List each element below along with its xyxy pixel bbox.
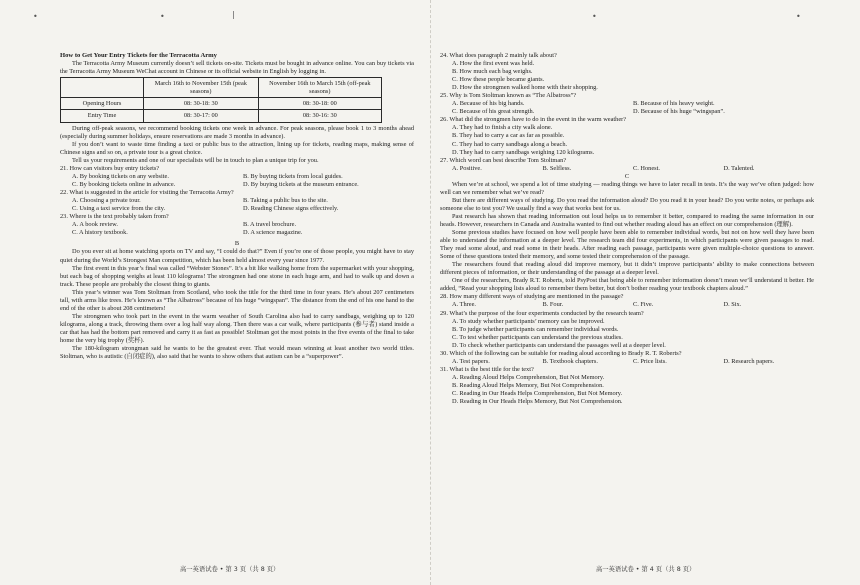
option: D. Research papers.: [723, 357, 775, 365]
option: B. Reading Aloud Helps Memory, But Not Comprehension.: [452, 381, 604, 389]
option: A. Three.: [452, 301, 477, 309]
option: D. By buying tickets at the museum entrance.: [243, 181, 359, 189]
passage-c-paragraph: When we’re at school, we spend a lot of time studying — reading things we have to later recall in tests. It’s the way we’ve often judged: how well can we remember what we’ve read?: [440, 180, 814, 196]
option: C. They had to carry sandbags along a beach.: [452, 140, 568, 148]
passage-c-paragraph: The researchers found that reading aloud did improve memory, but it didn’t improve participants’ ability to make connections between different pieces of information, or their understanding of the passage at a deeper level.: [440, 261, 814, 277]
scan-mark: |: [232, 10, 235, 19]
option: D. Because of his huge “wingspan”.: [633, 108, 725, 116]
left-column: [60, 52, 414, 361]
section-c-heading: C: [624, 172, 630, 180]
option: C. A history textbook.: [72, 229, 128, 237]
option: D. Reading Chinese signs effectively.: [243, 205, 339, 213]
question-21-options: [60, 181, 414, 189]
question-30: 30. Which of the following can be suitable for reading aloud according to Brady R. T. Roberts?: [440, 349, 682, 357]
question-22: 22. What is suggested in the article for visiting the Terracotta Army?: [60, 189, 234, 197]
option: B. To judge whether participants can remember individual words.: [452, 325, 619, 333]
option: D. Reading in Our Heads Helps Memory, But Not Comprehension.: [452, 398, 623, 406]
passage-b-paragraph: This year’s winner was Tom Stoltman from Scotland, who took the title for the third time in four years. He’s about 207 centimeters tall, with arms like trees. He’s known as “The Albatross” because of his huge “wingspan”. The distance from the end of his one hand to the end of the other is about 208 centimeters!: [60, 288, 414, 312]
option: C. To test whether participants can understand the previous studies.: [452, 333, 623, 341]
question-26: 26. What did the strongmen have to do in the event in the warm weather?: [440, 116, 627, 124]
option: B. Textbook chapters.: [542, 357, 598, 365]
option: B. By buying tickets from local guides.: [243, 173, 343, 181]
option: C. Using a taxi service from the city.: [72, 205, 166, 213]
question-23-options: [60, 221, 414, 229]
table-header-peak: March 16th to November 15th (peak seasons): [144, 78, 259, 98]
question-29: 29. What’s the purpose of the four experiments conducted by the research team?: [440, 309, 644, 317]
table-cell: 08: 30-18: 00: [258, 97, 381, 109]
table-corner: [61, 78, 144, 98]
table-row: [61, 97, 382, 109]
option: A. How the first event was held.: [452, 60, 535, 68]
right-column: [440, 52, 814, 406]
option: A. Choosing a private tour.: [72, 197, 141, 205]
page-footer: 高一英语试卷 • 第 3 页（共 8 页）: [180, 566, 280, 573]
question-30-options: [440, 358, 814, 366]
passage-a-paragraph: If you don’t want to waste time finding a taxi or public bus to the attraction, lining up for tickets, reading maps, making sense of Chinese signs and so on, a private tour is a great choice.: [60, 140, 414, 156]
option: B. Four.: [542, 301, 564, 309]
scan-mark: •: [796, 12, 801, 21]
passage-a-paragraph: During off-peak seasons, we recommend booking tickets one week in advance. For peak seasons, please book 1 to 3 months ahead (especially during summer holidays, ensure reservations are made 3 months in advance).: [60, 124, 414, 140]
option: C. Five.: [633, 301, 654, 309]
option: A. Because of his big hands.: [452, 100, 525, 108]
table-cell: 08: 30-16: 30: [258, 110, 381, 122]
passage-c-paragraph: But there are different ways of studying. Do you read the information aloud? Do you read it in your head? Do you write notes, or perhaps ask someone else to test you? We usually find a way that works best for us.: [440, 196, 814, 212]
question-22-options: [60, 197, 414, 205]
option: D. Talented.: [723, 164, 755, 172]
option: C. How these people became giants.: [452, 76, 545, 84]
passage-b-paragraph: The 180-kilogram strongman said he wants to be the greatest ever. That would mean winning at least another two world titles. Stoltman, who is autistic (自闭症的), also said that he wants to show others that autism can be a “superpower”.: [60, 345, 414, 361]
option: D. To check whether participants can understand the passages well at a deeper level.: [452, 341, 666, 349]
option: A. Reading Aloud Helps Comprehension, But Not Memory.: [452, 373, 605, 381]
option: A. Positive.: [452, 164, 482, 172]
question-27-options: [440, 165, 814, 173]
option: B. Because of his heavy weight.: [633, 100, 715, 108]
option: D. They had to carry sandbags weighing 120 kilograms.: [452, 148, 595, 156]
passage-b-paragraph: The strongmen who took part in the event in the warm weather of South Carolina also had to carry sandbags, weighing up to 120 kilograms, along a track, throwing them over a log half way along. Then there was a car walk, where participants (参与者) stand inside a car that has had the bottom part removed and carry it as fast as possible! Stoltman got the most points in the five events of the final to take home the very big trophy (奖杯).: [60, 312, 414, 344]
option: A. To study whether participants’ memory can be improved.: [452, 317, 605, 325]
question-22-options: [60, 205, 414, 213]
passage-b-paragraph: The first event in this year’s final was called “Webster Stones”. It’s a bit like walking home from the supermarket with your shopping, but each bag of shopping weighs at least 110 kilograms! The strongmen had one stone in each huge arm, and had to walk up and down a track. These people are probably the closest thing to giants.: [60, 264, 414, 288]
option: A. Test papers.: [452, 357, 490, 365]
option: B. How much each bag weighs.: [452, 68, 533, 76]
option: B. Taking a public bus to the site.: [243, 197, 328, 205]
scan-mark: •: [160, 12, 165, 21]
option: C. Honest.: [633, 164, 660, 172]
page-4: [430, 0, 860, 585]
question-28-options: [440, 301, 814, 309]
question-28: 28. How many different ways of studying are mentioned in the passage?: [440, 293, 624, 301]
passage-a-title: How to Get Your Entry Tickets for the Terracotta Army: [60, 52, 217, 59]
scan-mark: •: [33, 12, 38, 21]
passage-c-paragraph: One of the researchers, Brady R.T. Roberts, told PsyPost that being able to remember information doesn’t mean we’ll understand it better. He added, “Read your shopping lists aloud to remember them better, but don’t bother reading your textbook chapters aloud.”: [440, 277, 814, 293]
passage-b-paragraph: Do you ever sit at home watching sports on TV and say, “I could do that?” Even if you’re one of those people, you might have to stay quiet during the World’s Strongest Man competition, which has been held almost every year since 1977.: [60, 248, 414, 264]
question-24: 24. What does paragraph 2 mainly talk about?: [440, 52, 557, 59]
table-row-label: Opening Hours: [61, 97, 144, 109]
option: B. They had to carry a car as far as possible.: [452, 132, 565, 140]
table-cell: 08: 30-18: 30: [144, 97, 259, 109]
option: C. Reading in Our Heads Helps Comprehension, But Not Memory.: [452, 389, 623, 397]
question-31: 31. What is the best title for the text?: [440, 365, 534, 373]
table-cell: 08: 30-17: 00: [144, 110, 259, 122]
question-25-options: [440, 108, 814, 116]
question-27: 27. Which word can best describe Tom Stoltman?: [440, 156, 567, 164]
option: D. A science magazine.: [243, 229, 303, 237]
page-footer: 高一英语试卷 • 第 4 页（共 8 页）: [596, 566, 696, 573]
option: C. By booking tickets online in advance.: [72, 181, 176, 189]
question-23: 23. Where is the text probably taken from?: [60, 213, 169, 221]
ticket-schedule-table: [60, 77, 382, 123]
option: D. How the strongmen walked home with their shopping.: [452, 84, 598, 92]
question-25: 25. Why is Tom Stoltman known as “The Albatross”?: [440, 92, 577, 100]
question-21: 21. How can visitors buy entry tickets?: [60, 165, 160, 172]
option: D. Six.: [723, 301, 742, 309]
table-header-offpeak: November 16th to March 15th (off-peak seasons): [258, 78, 381, 98]
option: A. By booking tickets on any website.: [72, 173, 169, 181]
passage-c-paragraph: Some previous studies have focused on how well people have been able to remember individual words, but not on how well they have been able to understand the information at a deeper level. The research team did four experiments, in which participants were given passages to read. They read some aloud, and read some in their heads. After reading each passage, participants were given multiple-choice questions to answer. Some of these questions tested their memory, and some tested their comprehension of the passage.: [440, 229, 814, 261]
option: B. A travel brochure.: [243, 221, 297, 229]
passage-c-paragraph: Past research has shown that reading information out loud helps us to remember it better, compared to reading the same information in our heads. However, researchers in Canada and Australia wanted to find out whether reading aloud has an effect on our comprehension (理解).: [440, 212, 814, 228]
passage-a-paragraph: Tell us your requirements and one of our specialists will be in touch to plan a unique trip for you.: [72, 156, 319, 164]
section-b-heading: B: [234, 240, 240, 248]
option: B. Selfless.: [542, 164, 572, 172]
table-row-label: Entry Time: [61, 110, 144, 122]
question-23-options: [60, 229, 414, 237]
option: A. They had to finish a city walk alone.: [452, 124, 553, 132]
scan-mark: •: [592, 12, 597, 21]
question-25-options: [440, 100, 814, 108]
option: A. A book review.: [72, 221, 118, 229]
question-21-options: [60, 173, 414, 181]
option: C. Because of his great strength.: [452, 108, 535, 116]
option: C. Price lists.: [633, 357, 667, 365]
passage-a-intro: The Terracotta Army Museum currently doesn’t sell tickets on-site. Tickets must be bought in advance online. You can buy tickets via the Terracotta Army Museum WeChat account in Chinese or its official website in English by logging in.: [60, 60, 414, 76]
table-row: [61, 110, 382, 122]
